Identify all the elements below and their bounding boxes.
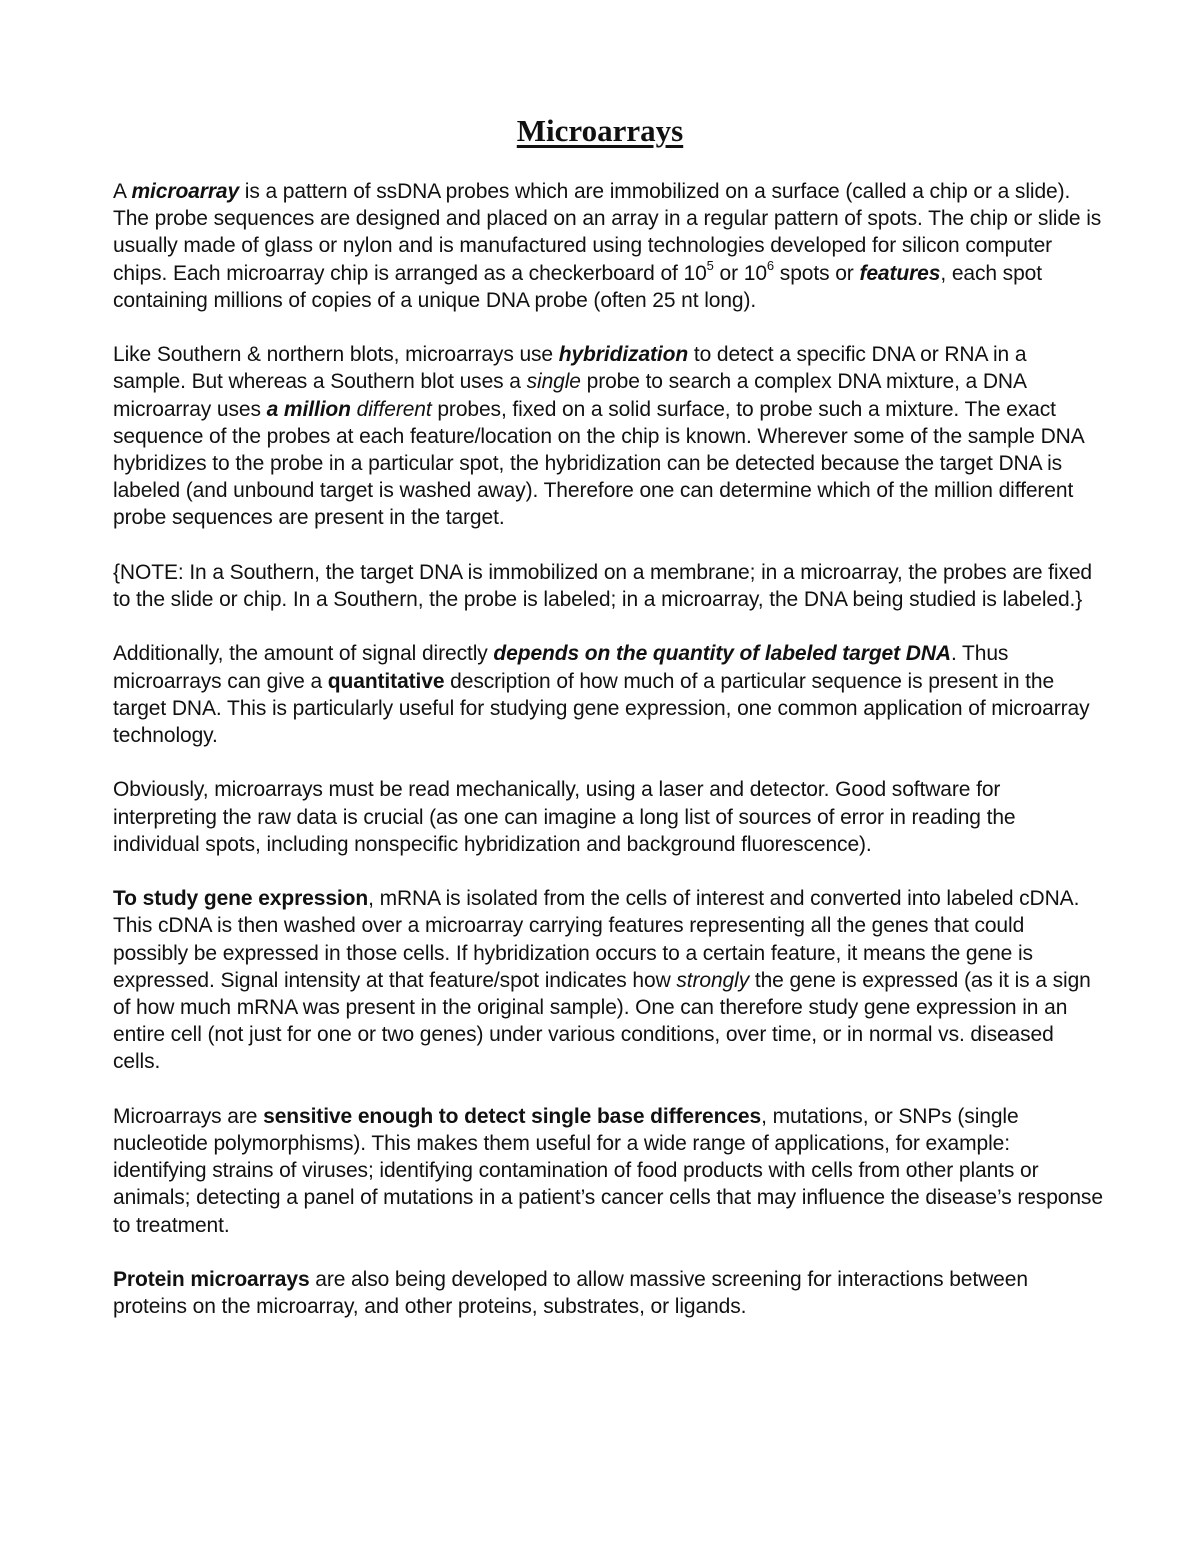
paragraph-protein-microarrays (113, 1266, 1103, 1320)
text-run: , mRNA is isolated from the cells of interest and converted into labeled cDNA. This cDNA is then washed over a microarray carrying features representing all the genes that could possibly be expressed in those cells. If hybridization occurs to a certain feature, it means the gene is expressed. Signal intensity at that feature/spot indicates how (113, 887, 1080, 992)
text-run: is a pattern of ssDNA probes which are immobilized on a surface (called a chip or a slide). The probe sequences are designed and placed on an array in a regular pattern of spots. The chip or slide is usually made of glass or nylon and is manufactured using technologies developed for silicon computer chips. Each microarray chip is arranged as a checkerboard of 10 (113, 180, 1102, 285)
term-quantitative: quantitative (327, 669, 445, 693)
text-run: to detect a specific DNA or RNA in a sample. But whereas a Southern blot uses a (113, 343, 1027, 394)
term-protein-microarrays: Protein microarrays (113, 1268, 310, 1292)
term-hybridization: hybridization (558, 343, 689, 367)
text-run: . Thus microarrays can give a (113, 642, 1009, 693)
text-run: Microarrays are (113, 1104, 264, 1128)
text-run: probes, fixed on a solid surface, to probe such a mixture. The exact sequence of the probes at each feature/location on the chip is known. Wherever some of the sample DNA hybridizes to the probe in a particular spot, the hybridization can be detected because the target DNA is labeled (and unbound target is washed away). Therefore one can determine which of the million different probe sequences are present in the target. (113, 397, 1084, 530)
term-study-gene-expression: To study gene expression (113, 887, 369, 911)
emphasis-a-million: a million (266, 397, 351, 421)
text-run: , each spot containing millions of copies of a unique DNA probe (often 25 nt long). (113, 261, 1042, 312)
paragraph-note: {NOTE: In a Southern, the target DNA is immobilized on a membrane; in a microarray, the probes are fixed to the slide or chip. In a Southern, the probe is labeled; in a microarray, the DNA being studied is labeled.} (113, 560, 1093, 612)
text-run: or 10 (713, 261, 767, 285)
term-microarray: microarray (131, 180, 240, 203)
emphasis-strongly: strongly (676, 968, 750, 992)
superscript-exponent: 5 (706, 257, 714, 273)
emphasis-single: single (526, 370, 581, 394)
paragraph-reading: Obviously, microarrays must be read mechanically, using a laser and detector. Good software for interpreting the raw data is crucial (as one can imagine a long list of sources of error in reading the individual spots, including nonspecific hybridization and background fluorescence). (113, 778, 1016, 856)
superscript-exponent: 6 (766, 257, 775, 273)
paragraph-quantitative (113, 640, 1103, 749)
paragraph-definition (113, 178, 1103, 314)
page-title: Microarrays (516, 113, 684, 148)
emphasis-different: different (350, 397, 432, 421)
paragraph-sensitivity (113, 1103, 1103, 1239)
paragraph-gene-expression (113, 885, 1103, 1075)
text-run: description of how much of a particular sequence is present in the target DNA. This is particularly useful for studying gene expression, one common application of microarray technology. (113, 669, 1090, 748)
term-sensitivity: sensitive enough to detect single base differences (263, 1104, 762, 1128)
emphasis-signal-dependence: depends on the quantity of labeled target DNA (493, 642, 951, 666)
term-features: features (859, 261, 941, 285)
text-run: Additionally, the amount of signal directly (113, 642, 494, 666)
text-run: Like Southern & northern blots, microarrays use (113, 343, 559, 367)
text-run: A (113, 180, 132, 203)
text-run: spots or (774, 261, 860, 285)
paragraph-hybridization (113, 341, 1103, 531)
text-run: , mutations, or SNPs (single nucleotide polymorphisms). This makes them useful for a wide range of applications, for example: identifying strains of viruses; identifying contamination of food products with cells from other plants or animals; detecting a panel of mutations in a patient’s cancer cells that may influence the disease’s response to treatment. (113, 1104, 1103, 1237)
text-run: the gene is expressed (as it is a sign of how much mRNA was present in the original sample). One can therefore study gene expression in an entire cell (not just for one or two genes) under various conditions, over time, or in normal vs. diseased cells. (113, 968, 1091, 1074)
text-run: probe to search a complex DNA mixture, a DNA microarray uses (113, 370, 1026, 421)
document-body (113, 178, 1103, 1320)
text-run: are also being developed to allow massive screening for interactions between proteins on the microarray, and other proteins, substrates, or ligands. (113, 1268, 1028, 1319)
